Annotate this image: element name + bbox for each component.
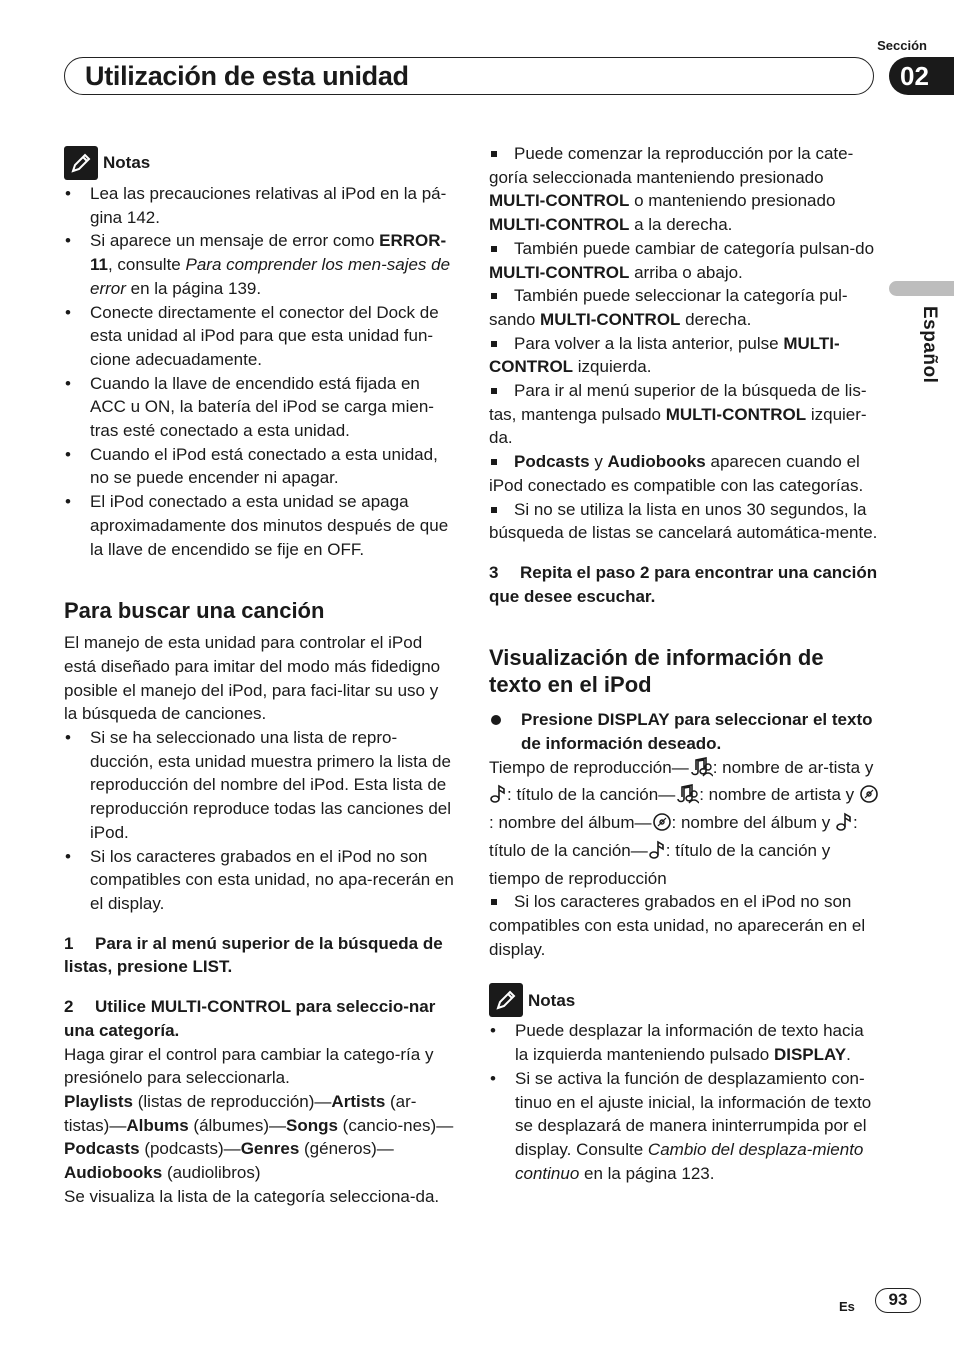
pencil-icon	[489, 983, 523, 1017]
notes-label: Notas	[528, 990, 576, 1010]
square-item: Si no se utiliza la lista en unos 30 segundos, la búsqueda de listas se cancelará automática-mente.	[489, 498, 879, 545]
section-heading: Para buscar una canción	[64, 598, 325, 624]
language-label: Español	[919, 306, 940, 384]
square-item: También puede cambiar de categoría pulsan-do MULTI-CONTROL arriba o abajo.	[489, 237, 879, 284]
list-item: • Cuando el iPod está conectado a esta unidad, no se puede encender ni apagar.	[64, 443, 454, 490]
pencil-icon	[64, 146, 98, 180]
page-number: 93	[875, 1288, 921, 1313]
square-item: También puede seleccionar la categoría pul-sando MULTI-CONTROL derecha.	[489, 284, 879, 331]
list-item: • El iPod conectado a esta unidad se apaga aproximadamente dos minutos después de que la llave de encendido se fije en OFF.	[64, 490, 454, 561]
step-2: 2 Utilice MULTI-CONTROL para seleccio-nar una categoría.	[64, 997, 436, 1040]
list-item: • Cuando la llave de encendido está fijada en ACC u ON, la batería del iPod se carga mien-tras esté conectado a esta unidad.	[64, 372, 454, 443]
page-title: Utilización de esta unidad	[85, 61, 409, 91]
square-item: Para ir al menú superior de la búsqueda de lis-tas, mantenga pulsado MULTI-CONTROL izquier-da.	[489, 379, 879, 450]
list-item: • Lea las precauciones relativas al iPod en la pá-gina 142.	[64, 182, 454, 229]
notes-header	[64, 146, 454, 180]
list-item: • Si los caracteres grabados en el iPod no son compatibles con esta unidad, no apa-recerán en el display.	[64, 845, 454, 916]
disc-icon	[859, 784, 879, 811]
music-note-icon	[648, 840, 666, 867]
list-item: • Si aparece un mensaje de error como ERROR-11, consulte Para comprender los men-sajes de error en la página 139.	[64, 229, 454, 300]
music-artist-icon	[675, 784, 699, 811]
list-item: • Si se ha seleccionado una lista de repro-ducción, esta unidad muestra primero la lista de reproducción del nombre del iPod. Esta lista de reproducción reproduce todas las canciones del iPod.	[64, 726, 454, 845]
intro-paragraph: El manejo de esta unidad para controlar el iPod está diseñado para imitar del modo más fidedigno posible el manejo del iPod, para faci-litar su uso y la búsqueda de canciones.	[64, 633, 441, 724]
notes-list	[489, 1019, 879, 1185]
music-note-icon	[835, 812, 853, 839]
section-number: 02	[889, 57, 954, 95]
section-heading: Visualización de información de texto en el iPod	[489, 645, 824, 698]
music-artist-icon	[689, 757, 713, 784]
section-label: Sección	[877, 38, 927, 53]
disc-icon	[652, 812, 672, 839]
display-step: Presione DISPLAY para seleccionar el texto de información deseado.	[489, 708, 879, 755]
title-bar	[64, 57, 874, 95]
square-item: Puede comenzar la reproducción por la cate-goría seleccionada manteniendo presionado MULTI-CONTROL o manteniendo presionado MULTI-CONTROL a la derecha.	[489, 142, 879, 237]
left-column	[64, 146, 454, 1208]
music-note-icon	[489, 784, 507, 811]
right-column	[489, 142, 879, 1185]
square-item: Para volver a la lista anterior, pulse MULTI-CONTROL izquierda.	[489, 332, 879, 379]
list-item: • Si se activa la función de desplazamiento con-tinuo en el ajuste inicial, la información de texto se desplazará de manera ininterrumpida por el display. Consulte Cambio del desplaza-miento continuo en la página 123.	[489, 1067, 879, 1186]
display-sequence: Tiempo de reproducción— : nombre de ar-tista y : título de la canción— : nombre de artista y : nombre del álbum— : nombre del álbum y : título de la canción— : título de la canción y tiempo de reproducción	[489, 756, 879, 891]
notes-list	[64, 182, 454, 561]
square-item: Podcasts y Audiobooks aparecen cuando el iPod conectado es compatible con las categorías.	[489, 450, 879, 497]
info-list	[64, 726, 454, 916]
step-2-description: Haga girar el control para cambiar la catego-ría y presiónelo para seleccionarla.	[64, 1044, 434, 1088]
footer-language-code: Es	[839, 1299, 855, 1314]
list-item: • Conecte directamente el conector del Dock de esta unidad al iPod para que esta unidad fun-cione adecuadamente.	[64, 301, 454, 372]
notes-header	[489, 983, 879, 1017]
list-item: • Puede desplazar la información de texto hacia la izquierda manteniendo pulsado DISPLAY.	[489, 1019, 879, 1066]
step-2-result: Se visualiza la lista de la categoría selecciona-da.	[64, 1186, 440, 1206]
language-tab	[889, 281, 954, 296]
step-1: 1 Para ir al menú superior de la búsqueda de listas, presione LIST.	[64, 933, 443, 977]
category-sequence: Playlists (listas de reproducción)—Artists (ar-tistas)—Albums (álbumes)—Songs (cancio-nes)—Podcasts (podcasts)—Genres (géneros)—Audiobooks (audiolibros)	[64, 1091, 454, 1183]
square-item: Si los caracteres grabados en el iPod no son compatibles con esta unidad, no aparecerán en el display.	[489, 890, 879, 961]
notes-label: Notas	[103, 153, 151, 173]
step-3: 3 Repita el paso 2 para encontrar una canción que desee escuchar.	[489, 562, 878, 606]
